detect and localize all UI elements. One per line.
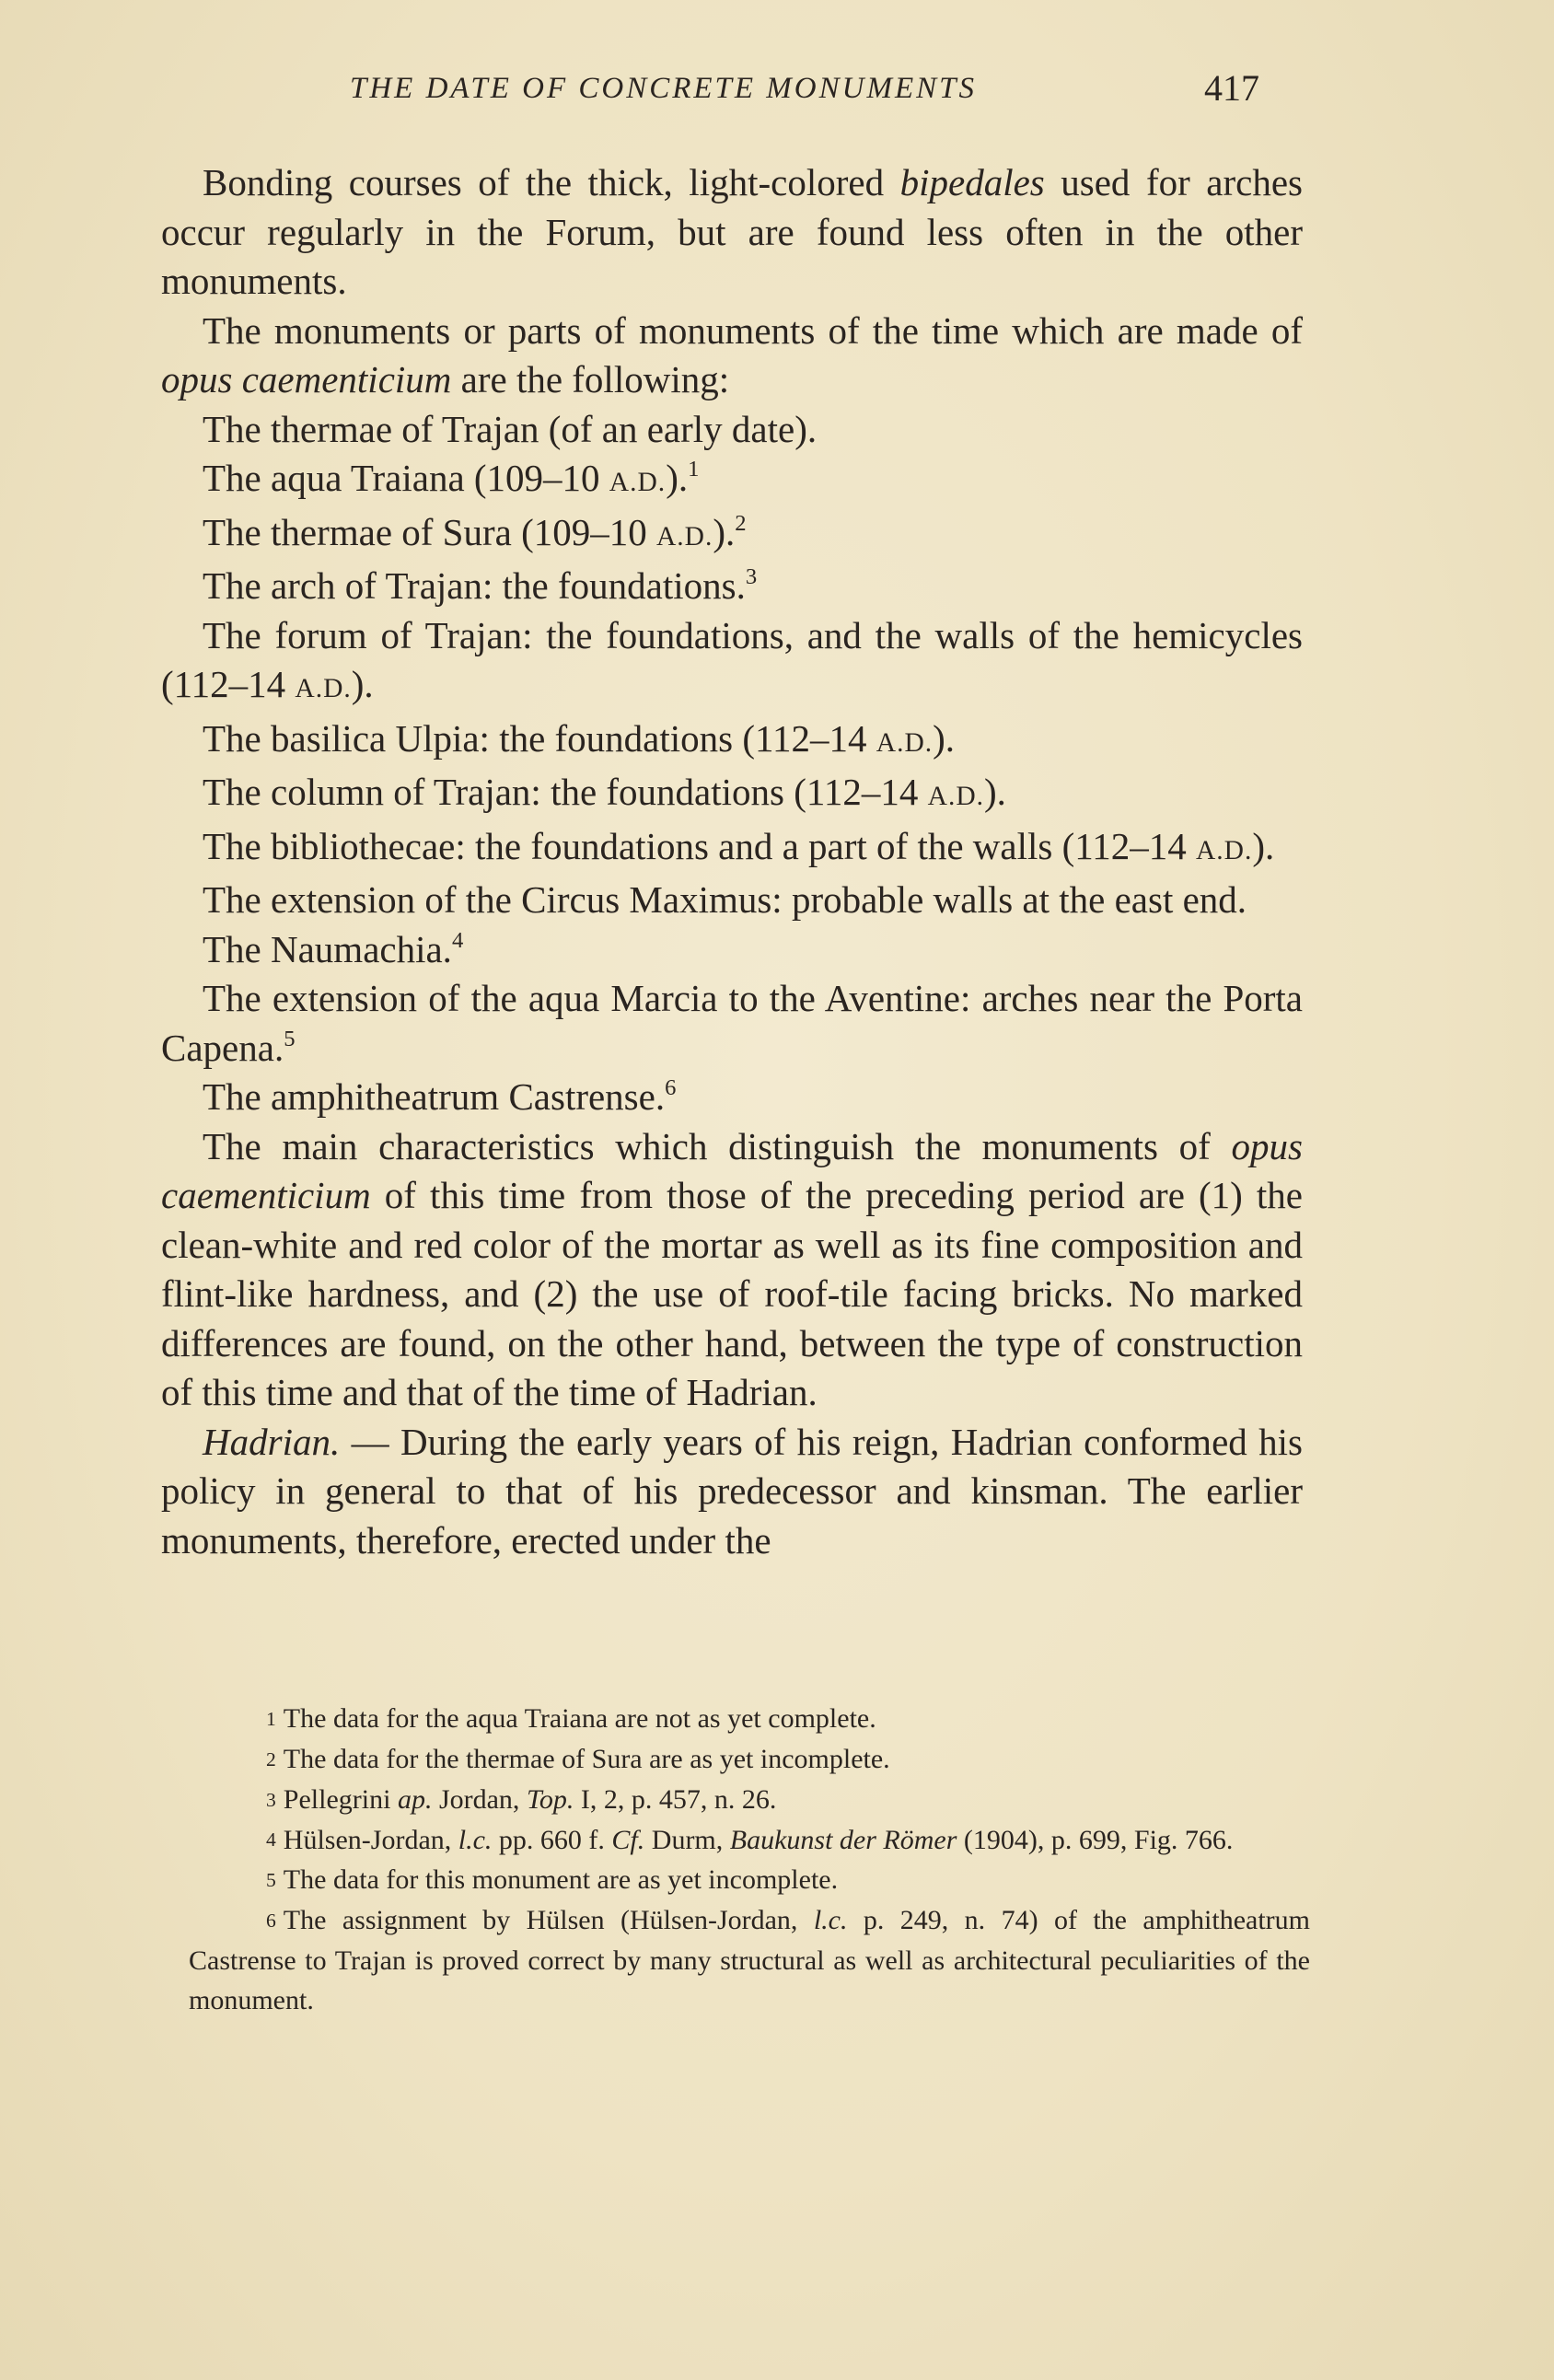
footnote: 4 Hülsen-Jordan, l.c. pp. 660 f. Cf. Durm, Baukunst der Römer (1904), p. 699, Fig. 766. (266, 1824, 1234, 1855)
list-item: The bibliothecae: the foundations and a part of the walls (112–14 A.D.). (203, 824, 1275, 867)
footnote: 5 The data for this monument are as yet incomplete. (266, 1864, 839, 1896)
paragraph-monuments-list-intro: The monuments or parts of monuments of the time which are made of opus caementicium are the following: (161, 308, 1303, 401)
footnote: 3 Pellegrini ap. Jordan, Top. I, 2, p. 457, n. 26. (266, 1783, 777, 1815)
list-item: The thermae of Sura (109–10 A.D.).$^2$ (203, 510, 747, 553)
list-item: The extension of the aqua Marcia to the Aventine: arches near the Porta Capena.$^5$ (161, 977, 1303, 1069)
footnotes (189, 1699, 1310, 2020)
footnote-ref: 6 (665, 1075, 677, 1101)
term-bipedales: bipedales (899, 161, 1045, 203)
footnote: 1 The data for the aqua Traiana are not as yet complete. (266, 1703, 876, 1734)
page-number: 417 (1204, 67, 1259, 109)
term-opus-caementicium: opus caementicium (161, 1124, 1303, 1216)
footnote-ref: 5 (284, 1026, 296, 1051)
footnote-ref: 4 (451, 927, 464, 953)
footnote-ref: 1 (688, 457, 700, 482)
term-opus-caementicium: opus caementicium (161, 358, 452, 401)
footnote: 6 The assignment by Hülsen (Hülsen-Jordan, l.c. p. 249, n. 74) of the amphitheatrum Castrense to Trajan is proved correct by many structural as well as architectural peculiarities of the monument. (189, 1905, 1310, 2016)
footnote-ref: 3 (745, 564, 758, 590)
running-head: THE DATE OF CONCRETE MONUMENTS (350, 72, 977, 105)
list-item: The thermae of Trajan (of an early date). (203, 407, 818, 450)
list-item: The basilica Ulpia: the foundations (112–14 A.D.). (203, 716, 956, 760)
paragraph-bonding-courses: Bonding courses of the thick, light-colored bipedales used for arches occur regularly in the Forum, but are found less often in the other monuments. (161, 161, 1303, 302)
footnote-ref: 2 (735, 510, 747, 536)
list-item: The arch of Trajan: the foundations.$^3$ (203, 564, 758, 607)
list-item: The amphitheatrum Castrense.$^6$ (203, 1075, 677, 1118)
list-item: The forum of Trajan: the foundations, and the walls of the hemicycles (112–14 A.D.). (161, 613, 1303, 705)
list-item: The column of Trajan: the foundations (112–14 A.D.). (203, 771, 1006, 813)
list-item: The extension of the Circus Maximus: probable walls at the east end. (203, 878, 1247, 921)
paragraph-main-characteristics: The main characteristics which distinguish the monuments of opus caementicium of this time from those of the preceding period are (1) the clean-white and red color of the mortar as well as its fine composition and flint-like hardness, and (2) the use of roof-tile facing bricks. No marked differences are found, on the other hand, between the type of construction of this time and that of the time of Hadrian. (161, 1124, 1303, 1413)
footnote: 2 The data for the thermae of Sura are as yet incomplete. (266, 1743, 890, 1774)
list-item: The Naumachia.$^4$ (203, 927, 464, 970)
list-item: The aqua Traiana (109–10 A.D.).$^1$ (203, 457, 700, 499)
body-text (161, 158, 1303, 1565)
section-heading-hadrian: Hadrian. (203, 1420, 341, 1463)
paragraph-hadrian: Hadrian. — During the early years of his reign, Hadrian conformed his policy in general to that of his predecessor and kinsman. The earlier monuments, therefore, erected under the (161, 1420, 1303, 1562)
